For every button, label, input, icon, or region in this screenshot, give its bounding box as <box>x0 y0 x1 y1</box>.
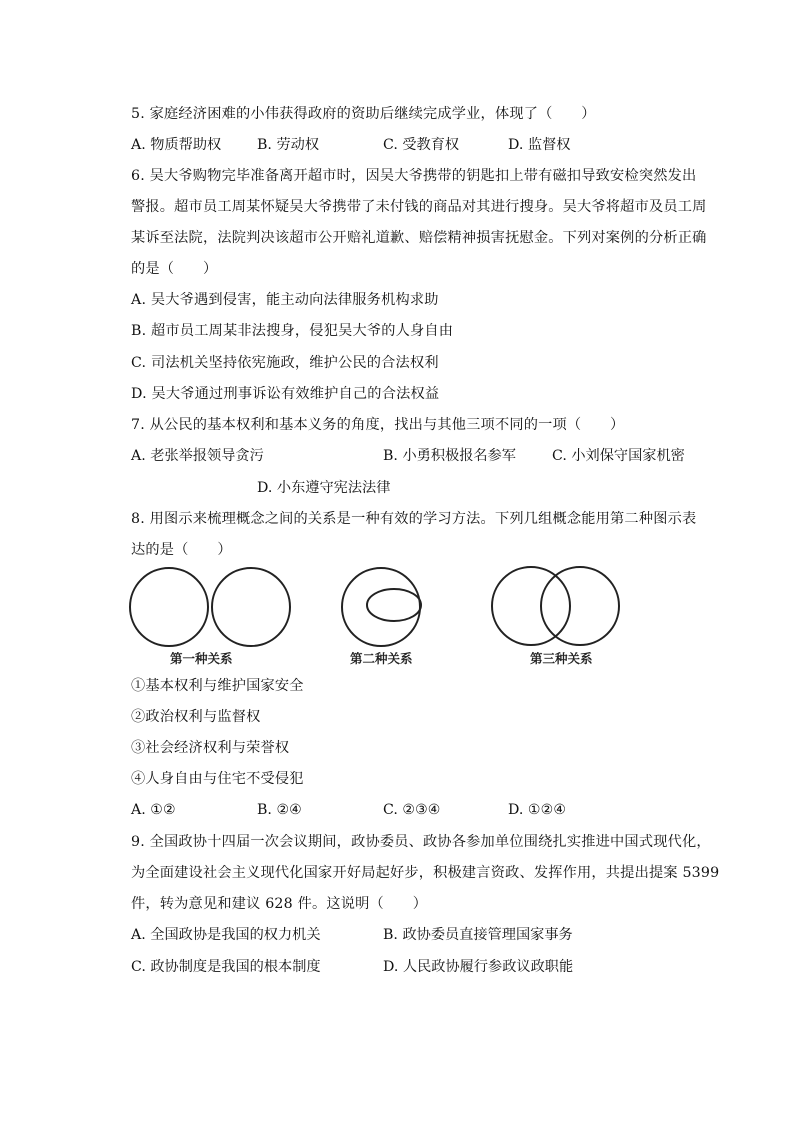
q9-option-d: D. 人民政协履行参政议政职能 <box>383 959 574 975</box>
q8-option-a: A. ①② <box>131 802 176 818</box>
second-relation-label: 第二种关系 <box>350 651 413 666</box>
third-relation-left-circle <box>492 567 570 645</box>
q9-stem-line-3: 件，转为意见和建议 628 件。这说明（ ） <box>131 896 428 912</box>
q6-stem-line-4: 的是（ ） <box>131 261 218 277</box>
q6-stem-line-3: 某诉至法院，法院判决该超市公开赔礼道歉、赔偿精神损害抚慰金。下列对案例的分析正确 <box>131 230 707 246</box>
q5-stem: 5. 家庭经济困难的小伟获得政府的资助后继续完成学业，体现了（ ） <box>131 106 596 122</box>
q7-stem: 7. 从公民的基本权利和基本义务的角度，找出与其他三项不同的一项（ ） <box>131 417 625 433</box>
q6-option-a: A. 吴大爷遇到侵害，能主动向法律服务机构求助 <box>131 292 439 308</box>
q6-stem-line-2: 警报。超市员工周某怀疑吴大爷携带了未付钱的商品对其进行搜身。吴大爷将超市及员工周 <box>131 199 707 215</box>
q6-option-c: C. 司法机关坚持依宪施政，维护公民的合法权利 <box>131 355 439 371</box>
first-relation-label: 第一种关系 <box>170 651 233 666</box>
q8-option-b: B. ②④ <box>257 802 302 818</box>
q7-option-a: A. 老张举报领导贪污 <box>131 448 264 464</box>
diagram-first-relation <box>130 568 290 646</box>
second-relation-inner-ellipse <box>367 589 421 621</box>
q8-option-d: D. ①②④ <box>508 802 567 818</box>
q9-stem-line-2: 为全面建设社会主义现代化国家开好局起好步，积极建言资政、发挥作用，共提出提案 5399 <box>131 865 720 881</box>
second-relation-outer-circle <box>342 568 420 646</box>
q5-option-d: D. 监督权 <box>508 137 571 153</box>
q7-option-b: B. 小勇积极报名参军 <box>383 448 516 464</box>
q9-option-a: A. 全国政协是我国的权力机关 <box>131 927 321 943</box>
q9-option-c: C. 政协制度是我国的根本制度 <box>131 959 321 975</box>
q8-stem-line-1: 8. 用图示来梳理概念之间的关系是一种有效的学习方法。下列几组概念能用第二种图示表 <box>131 511 697 527</box>
q7-option-c: C. 小刘保守国家机密 <box>552 448 685 464</box>
q8-item-1: ①基本权利与维护国家安全 <box>131 678 304 694</box>
q8-item-3: ③社会经济权利与荣誉权 <box>131 740 290 756</box>
diagram-second-relation <box>342 568 421 646</box>
q9-option-b: B. 政协委员直接管理国家事务 <box>383 927 573 943</box>
q8-item-2: ②政治权利与监督权 <box>131 709 261 725</box>
q7-option-d: D. 小东遵守宪法法律 <box>257 480 391 496</box>
q5-option-b: B. 劳动权 <box>257 137 320 153</box>
first-relation-right-circle <box>212 568 290 646</box>
diagram-third-relation <box>492 567 619 645</box>
q9-stem-line-1: 9. 全国政协十四届一次会议期间，政协委员、政协各参加单位围绕扎实推进中国式现代化， <box>131 834 711 850</box>
q5-option-a: A. 物质帮助权 <box>131 137 222 153</box>
q8-option-c: C. ②③④ <box>383 802 441 818</box>
q5-option-c: C. 受教育权 <box>383 137 460 153</box>
q6-option-d: D. 吴大爷通过刑事诉讼有效维护自己的合法权益 <box>131 386 440 402</box>
q8-item-4: ④人身自由与住宅不受侵犯 <box>131 771 304 787</box>
q6-option-b: B. 超市员工周某非法搜身，侵犯吴大爷的人身自由 <box>131 323 454 339</box>
first-relation-left-circle <box>130 568 208 646</box>
third-relation-label: 第三种关系 <box>530 651 593 666</box>
q6-stem-line-1: 6. 吴大爷购物完毕准备离开超市时，因吴大爷携带的钥匙扣上带有磁扣导致安检突然发出 <box>131 168 697 184</box>
q8-stem-line-2: 达的是（ ） <box>131 542 232 558</box>
third-relation-right-circle <box>541 567 619 645</box>
